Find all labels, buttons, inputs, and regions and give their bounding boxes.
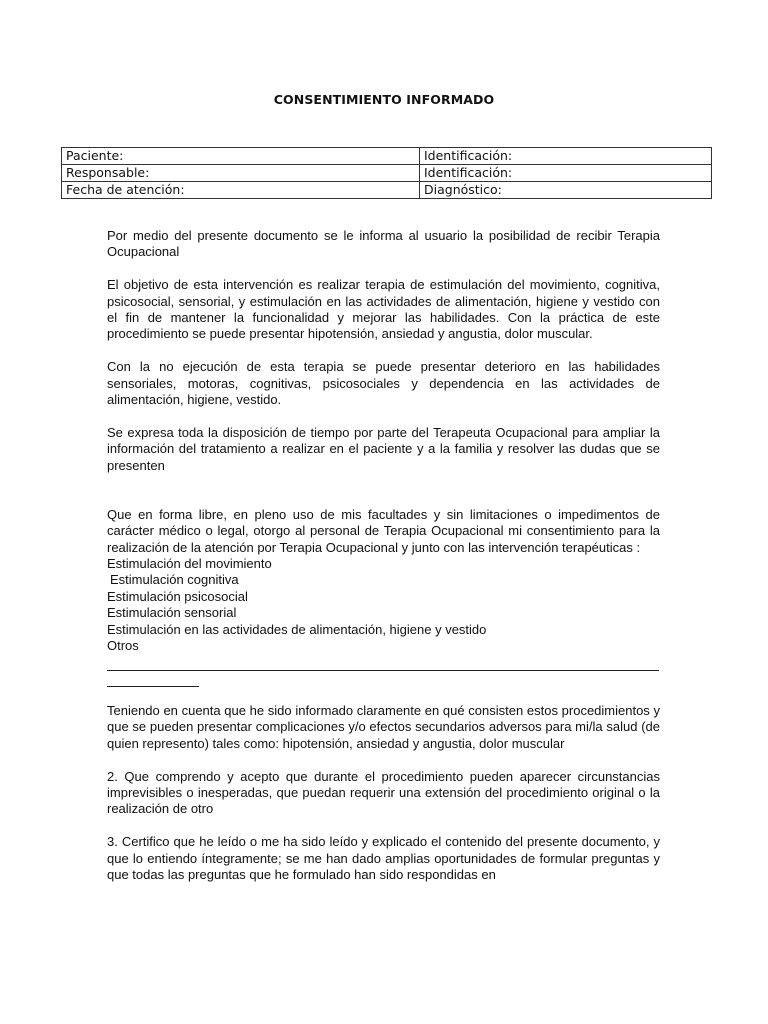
list-item: Otros (107, 638, 139, 654)
blank-line (107, 671, 199, 687)
intro-paragraph: Por medio del presente documento se le informa al usuario la posibilidad de recibir Terapia Ocupacional (107, 228, 660, 260)
patient-label: Paciente: (62, 148, 420, 165)
table-row (62, 148, 712, 165)
clause-3-paragraph: 3. Certifico que he leído o me ha sido leído y explicado el contenido del presente documento, y que lo entiendo íntegramente; se me han dado amplias oportunidades de formular preguntas y que todas las preguntas que he formulado han sido respondidas en (107, 834, 660, 882)
consent-paragraph: Que en forma libre, en pleno uso de mis facultades y sin limitaciones o impedimentos de carácter médico o legal, otorgo al personal de Terapia Ocupacional mi consentimiento para la realización de la atención por Terapia Ocupacional y junto con las intervención terapéuticas : (107, 506, 660, 555)
document-title: CONSENTIMIENTO INFORMADO (273, 92, 495, 107)
availability-paragraph: Se expresa toda la disposición de tiempo por parte del Terapeuta Ocupacional para ampliar la información del tratamiento a realizar en el paciente y a la familia y resolver las dudas que se presenten (107, 424, 660, 473)
diagnosis-label: Diagnóstico: (420, 182, 712, 199)
interventions-list (107, 556, 660, 654)
table-row (62, 165, 712, 182)
patient-id-label: Identificación: (420, 148, 712, 165)
list-item: Estimulación del movimiento (107, 556, 272, 572)
risk-paragraph: Con la no ejecución de esta terapia se puede presentar deterioro en las habilidades sensoriales, motoras, cognitivas, psicosociales y dependencia en las actividades de alimentación, higiene, vestido. (107, 359, 660, 408)
list-item: Estimulación en las actividades de alimentación, higiene y vestido (107, 621, 487, 637)
document-body (107, 228, 660, 900)
clause-2-paragraph: 2. Que comprendo y acepto que durante el procedimiento pueden aparecer circunstancias imprevisibles o inesperadas, que puedan requerir una extensión del procedimiento original o la realización de otro (107, 768, 660, 817)
list-item: Estimulación cognitiva (110, 572, 239, 588)
table-row (62, 182, 712, 199)
responsible-id-label: Identificación: (420, 165, 712, 182)
list-item: Estimulación sensorial (107, 605, 237, 621)
objective-paragraph: El objetivo de esta intervención es realizar terapia de estimulación del movimiento, cognitiva, psicosocial, sensorial, y estimulación en las actividades de alimentación, higiene y vestido con el fin de mantener la funcionalidad y mejorar las habilidades. Con la práctica de este procedimiento se puede presentar hipotensión, ansiedad y angustia, dolor muscular. (107, 277, 660, 342)
acknowledgement-paragraph: Teniendo en cuenta que he sido informado claramente en qué consisten estos procedimientos y que se pueden presentar complicaciones y/o efectos secundarios adversos para mi/la salud (de quien represento) tales como: hipotensión, ansiedad y angustia, dolor muscular (107, 702, 660, 751)
list-item: Estimulación psicosocial (107, 588, 248, 604)
attention-date-label: Fecha de atención: (62, 182, 420, 199)
patient-info-table (61, 147, 712, 199)
blank-line (107, 655, 659, 671)
responsible-label: Responsable: (62, 165, 420, 182)
